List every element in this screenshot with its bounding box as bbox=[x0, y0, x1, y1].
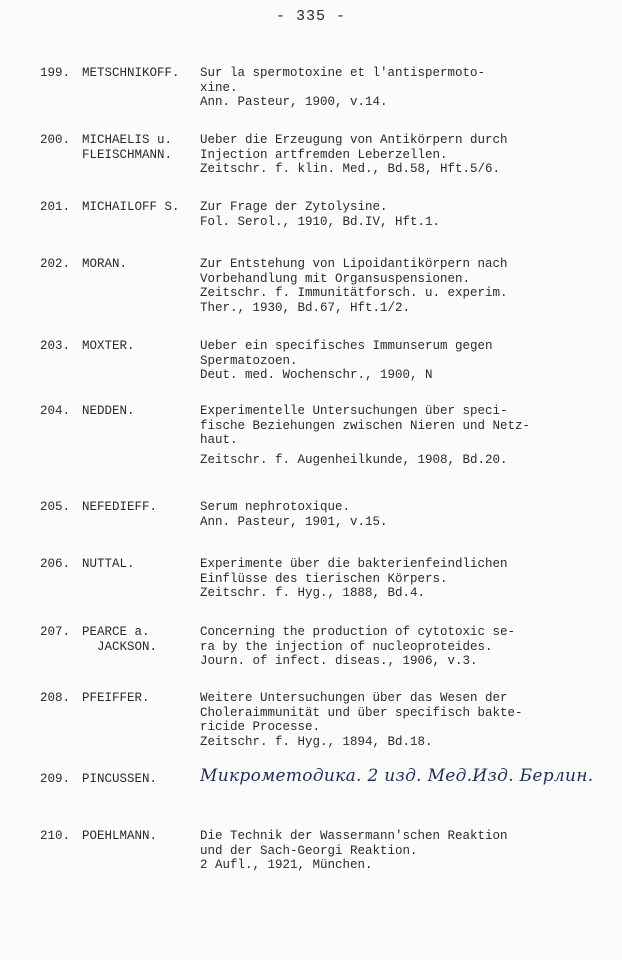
entry-author: POEHLMANN. bbox=[82, 829, 158, 843]
entry-author: PFEIFFER. bbox=[82, 691, 150, 705]
entry-reference bbox=[200, 200, 600, 229]
reference-line: Ueber die Erzeugung von Antikörpern durch bbox=[200, 133, 508, 147]
entry-number: 205. bbox=[40, 500, 71, 514]
reference-line: Zeitschr. f. Immunitätforsch. u. experim. bbox=[200, 286, 508, 300]
reference-line: Ann. Pasteur, 1901, v.15. bbox=[200, 514, 388, 529]
reference-line: Sur la spermotoxine et l'antispermoto- bbox=[200, 66, 486, 80]
entry-author: METSCHNIKOFF. bbox=[82, 66, 180, 80]
reference-line: Experimentelle Untersuchungen über speci- bbox=[200, 404, 508, 418]
entry-reference bbox=[200, 133, 600, 177]
entry-author: NEDDEN. bbox=[82, 404, 135, 418]
reference-line: und der Sach-Georgi Reaktion. bbox=[200, 843, 418, 858]
reference-line: Fol. Serol., 1910, Bd.IV, Hft.1. bbox=[200, 214, 441, 229]
reference-line: Ann. Pasteur, 1900, v.14. bbox=[200, 95, 388, 109]
reference-line: Spermatozoen. bbox=[200, 353, 298, 368]
reference-line: ricide Processe. bbox=[200, 720, 321, 734]
entry-reference bbox=[200, 766, 600, 786]
entry-author: MORAN. bbox=[82, 257, 128, 271]
reference-line: Experimente über die bakterienfeindlichen bbox=[200, 557, 508, 571]
reference-line: Einflüsse des tierischen Körpers. bbox=[200, 571, 448, 586]
reference-line: haut. bbox=[200, 433, 238, 447]
reference-line: Vorbehandlung mit Organsuspensionen. bbox=[200, 271, 471, 286]
reference-line: Ther., 1930, Bd.67, Hft.1/2. bbox=[200, 300, 411, 315]
entry-reference bbox=[200, 829, 600, 873]
reference-line: Die Technik der Wassermann'schen Reaktion bbox=[200, 829, 508, 843]
entry-number: 210. bbox=[40, 829, 71, 843]
reference-line: fische Beziehungen zwischen Nieren und Netz- bbox=[200, 418, 531, 433]
page-number: - 335 - bbox=[275, 8, 346, 25]
entry-reference bbox=[200, 691, 600, 749]
entry-reference bbox=[200, 404, 600, 467]
entry-number: 208. bbox=[40, 691, 71, 705]
reference-line: Journ. of infect. diseas., 1906, v.3. bbox=[200, 654, 478, 668]
entry-number: 209. bbox=[40, 772, 71, 786]
entry-reference bbox=[200, 66, 600, 110]
reference-line: Injection artfremden Leberzellen. bbox=[200, 147, 448, 162]
entry-author: MICHAILOFF S. bbox=[82, 200, 180, 214]
entry-number: 199. bbox=[40, 66, 71, 80]
entry-author: PINCUSSEN. bbox=[82, 772, 158, 786]
entry-reference bbox=[200, 257, 600, 315]
entry-author: NUTTAL. bbox=[82, 557, 135, 571]
reference-line: Zur Frage der Zytolysine. bbox=[200, 200, 388, 214]
entry-reference bbox=[200, 557, 600, 601]
reference-line: Zur Entstehung von Lipoidantikörpern nach bbox=[200, 257, 508, 271]
reference-line: Zeitschr. f. Hyg., 1888, Bd.4. bbox=[200, 586, 426, 600]
reference-line: Zeitschr. f. klin. Med., Bd.58, Hft.5/6. bbox=[200, 162, 501, 176]
entry-number: 204. bbox=[40, 404, 71, 418]
reference-line: Ueber ein specifisches Immunserum gegen bbox=[200, 339, 493, 353]
entry-number: 201. bbox=[40, 200, 71, 214]
entry-number: 203. bbox=[40, 339, 71, 353]
reference-line: Zeitschr. f. Augenheilkunde, 1908, Bd.20. bbox=[200, 452, 508, 467]
entry-number: 202. bbox=[40, 257, 71, 271]
entry-number: 200. bbox=[40, 133, 71, 147]
reference-line: Deut. med. Wochenschr., 1900, N bbox=[200, 368, 433, 382]
entry-number: 206. bbox=[40, 557, 71, 571]
entry-reference bbox=[200, 500, 600, 529]
entry-reference bbox=[200, 625, 600, 669]
handwritten-reference: Микрометодика. 2 изд. Мед.Изд. Берлин. bbox=[200, 766, 594, 786]
entry-author: PEARCE a. JACKSON. bbox=[82, 625, 158, 654]
reference-line: 2 Aufl., 1921, München. bbox=[200, 858, 373, 872]
reference-line: Weitere Untersuchungen über das Wesen der bbox=[200, 691, 508, 705]
reference-line: xine. bbox=[200, 80, 238, 95]
reference-line: ra by the injection of nucleoproteides. bbox=[200, 639, 493, 654]
reference-line: Choleraimmunität und über specifisch bakte- bbox=[200, 705, 523, 720]
reference-line: Serum nephrotoxique. bbox=[200, 500, 351, 514]
entry-author: NEFEDIEFF. bbox=[82, 500, 158, 514]
entry-number: 207. bbox=[40, 625, 71, 639]
entry-author: MOXTER. bbox=[82, 339, 135, 353]
entry-reference bbox=[200, 339, 600, 383]
entry-author: MICHAELIS u. FLEISCHMANN. bbox=[82, 133, 173, 162]
reference-line: Concerning the production of cytotoxic se- bbox=[200, 625, 516, 639]
reference-line: Zeitschr. f. Hyg., 1894, Bd.18. bbox=[200, 734, 433, 749]
